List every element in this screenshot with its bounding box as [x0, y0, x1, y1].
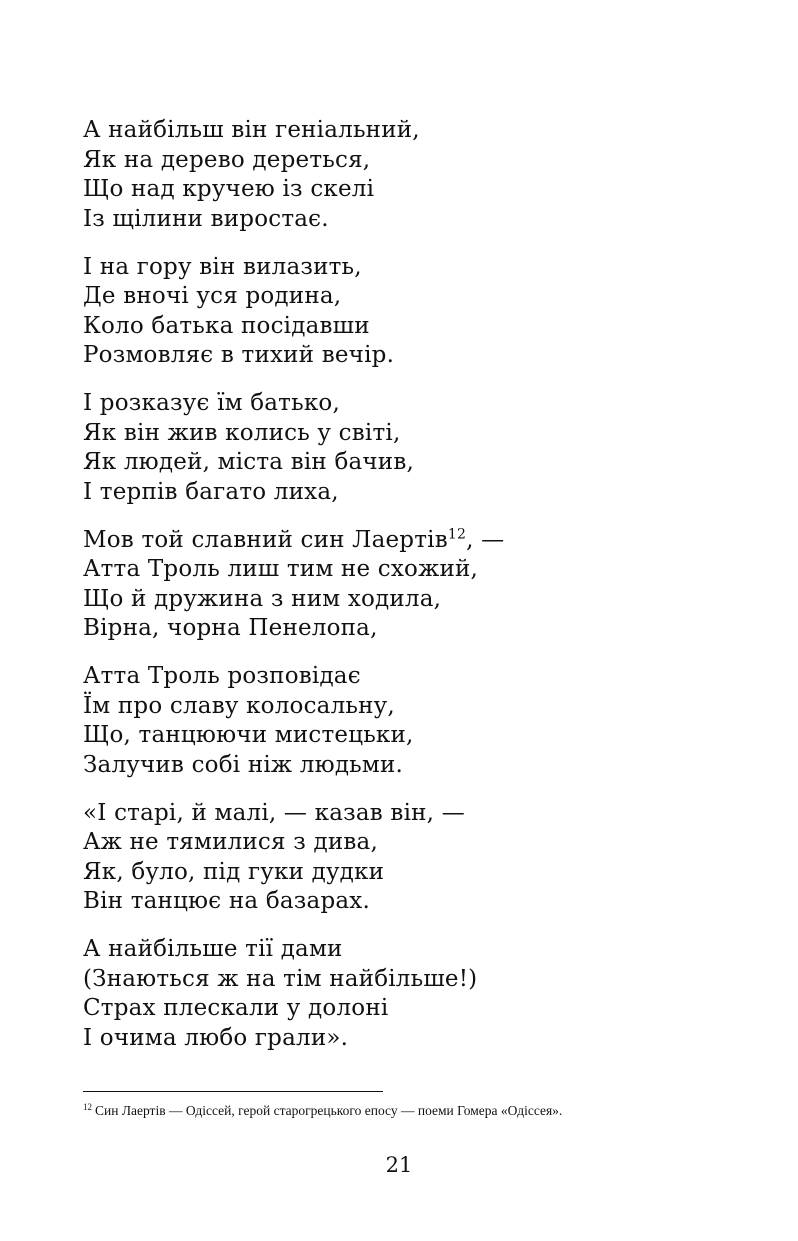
footnote-divider: [83, 1091, 383, 1092]
verse-line: І на гору він вилазить,: [83, 253, 362, 280]
verse-line-with-footnote: [83, 526, 763, 556]
stanza: [83, 526, 763, 644]
verse-line: (Знаються ж на тім найбільше!): [83, 965, 478, 992]
verse-line: Залучив собі ніж людьми.: [83, 751, 404, 778]
verse-line: Коло батька посідавши: [83, 312, 370, 339]
stanza: [83, 799, 763, 917]
verse-line: Що над кручею із скелі: [83, 176, 375, 202]
footnote-text: Син Лаертів — Одіссей, герой старогрецького епосу — поеми Гомера «Одіссея».: [95, 1103, 563, 1118]
stanza: [83, 253, 763, 371]
verse-line: І очима любо грали».: [83, 1024, 349, 1051]
verse-line: Атта Троль розповідає: [83, 663, 361, 689]
verse-line: Розмовляє в тихий вечір.: [83, 342, 395, 368]
verse-line: Як на дерево дереться,: [83, 146, 371, 173]
verse-line: І розказує їм батько,: [83, 390, 340, 416]
stanza: [83, 935, 763, 1053]
verse-line: Атта Троль лиш тим не схожий,: [83, 556, 479, 582]
verse-line: Де вночі уся родина,: [83, 283, 342, 309]
poem-body: [83, 116, 763, 1072]
footnote-reference[interactable]: 12: [447, 525, 467, 542]
page-number: 21: [385, 1153, 413, 1177]
verse-line: Як, було, під гуки дудки: [83, 858, 385, 885]
verse-line: «І старі, й малі, — казав він, —: [83, 799, 465, 826]
stanza: [83, 116, 763, 234]
verse-line: Їм про славу колосальну,: [83, 692, 395, 719]
verse-line: А найбільш він геніальний,: [83, 117, 420, 143]
verse-line: Що, танцюючи мистецьки,: [83, 722, 414, 748]
verse-line: Страх плескали у долоні: [83, 995, 389, 1021]
verse-line: Що й дружина з ним ходила,: [83, 585, 442, 612]
verse-dash: , —: [466, 526, 505, 553]
verse-text: Мов той славний син Лаертів: [83, 526, 448, 553]
verse-line: Із щілини виростає.: [83, 205, 329, 232]
verse-line: Як людей, міста він бачив,: [83, 449, 414, 475]
verse-line: Він танцює на базарах.: [83, 888, 370, 914]
verse-line: І терпів багато лиха,: [83, 478, 339, 505]
verse-line: А найбільше тії дами: [83, 936, 343, 962]
footnote-number: 12: [83, 1101, 92, 1112]
footnote: [83, 1102, 763, 1120]
verse-line: Вірна, чорна Пенелопа,: [83, 615, 378, 641]
verse-line: Як він жив колись у світі,: [83, 419, 401, 446]
stanza: [83, 662, 763, 780]
stanza: [83, 389, 763, 507]
verse-line: Аж не тямилися з дива,: [83, 829, 378, 855]
